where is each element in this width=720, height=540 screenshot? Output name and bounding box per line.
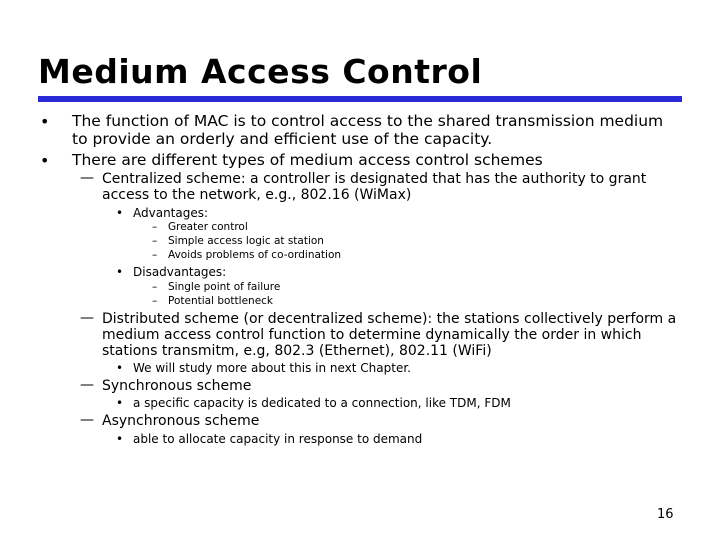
bullet-icon: •: [116, 206, 124, 220]
synchronous-note: a specific capacity is dedicated to a connection, like TDM, FDM: [133, 396, 511, 410]
centralized-line-1: Centralized scheme: a controller is designated that has the authority to grant: [102, 171, 647, 187]
dash-icon: —: [80, 412, 94, 428]
bullet-icon: •: [116, 361, 124, 375]
advantages-label: Advantages:: [133, 206, 209, 220]
small-dash-icon: –: [152, 281, 158, 293]
small-dash-icon: –: [152, 235, 158, 247]
page-number: 16: [657, 507, 674, 522]
synchronous-label: Synchronous scheme: [102, 378, 252, 394]
distributed-note: We will study more about this in next Chapter.: [133, 361, 411, 375]
dash-icon: —: [80, 170, 94, 186]
point-1-line-1: The function of MAC is to control access to the shared transmission medium: [72, 112, 664, 130]
dash-icon: —: [80, 377, 94, 393]
point-1-line-2: to provide an orderly and efficient use of the capacity.: [72, 130, 493, 148]
asynchronous-label: Asynchronous scheme: [102, 413, 260, 429]
bullet-icon: •: [40, 151, 50, 170]
asynchronous-note: able to allocate capacity in response to demand: [133, 432, 423, 446]
small-dash-icon: –: [152, 249, 158, 261]
small-dash-icon: –: [152, 295, 158, 307]
centralized-line-2: access to the network, e.g., 802.16 (WiMax): [102, 187, 412, 203]
bullet-icon: •: [116, 396, 124, 410]
disadvantages-label: Disadvantages:: [133, 265, 227, 279]
bullet-icon: •: [116, 432, 124, 446]
bullet-icon: •: [40, 112, 50, 131]
slide-title: Medium Access Control: [38, 52, 483, 91]
bullet-icon: •: [116, 265, 124, 279]
dash-icon: —: [80, 310, 94, 326]
small-dash-icon: –: [152, 221, 158, 233]
distributed-line-2: medium access control function to determine dynamically the order in which: [102, 327, 642, 343]
advantage-item: Avoids problems of co-ordination: [168, 249, 342, 261]
disadvantage-item: Single point of failure: [168, 281, 281, 293]
point-2-line-1: There are different types of medium access control schemes: [72, 151, 543, 169]
disadvantage-item: Potential bottleneck: [168, 295, 274, 307]
advantage-item: Simple access logic at station: [168, 235, 324, 247]
distributed-line-1: Distributed scheme (or decentralized scheme): the stations collectively perform a: [102, 311, 677, 327]
title-underline: [38, 96, 682, 102]
distributed-line-3: stations transmitm, e.g, 802.3 (Ethernet), 802.11 (WiFi): [102, 343, 492, 359]
advantage-item: Greater control: [168, 221, 248, 233]
